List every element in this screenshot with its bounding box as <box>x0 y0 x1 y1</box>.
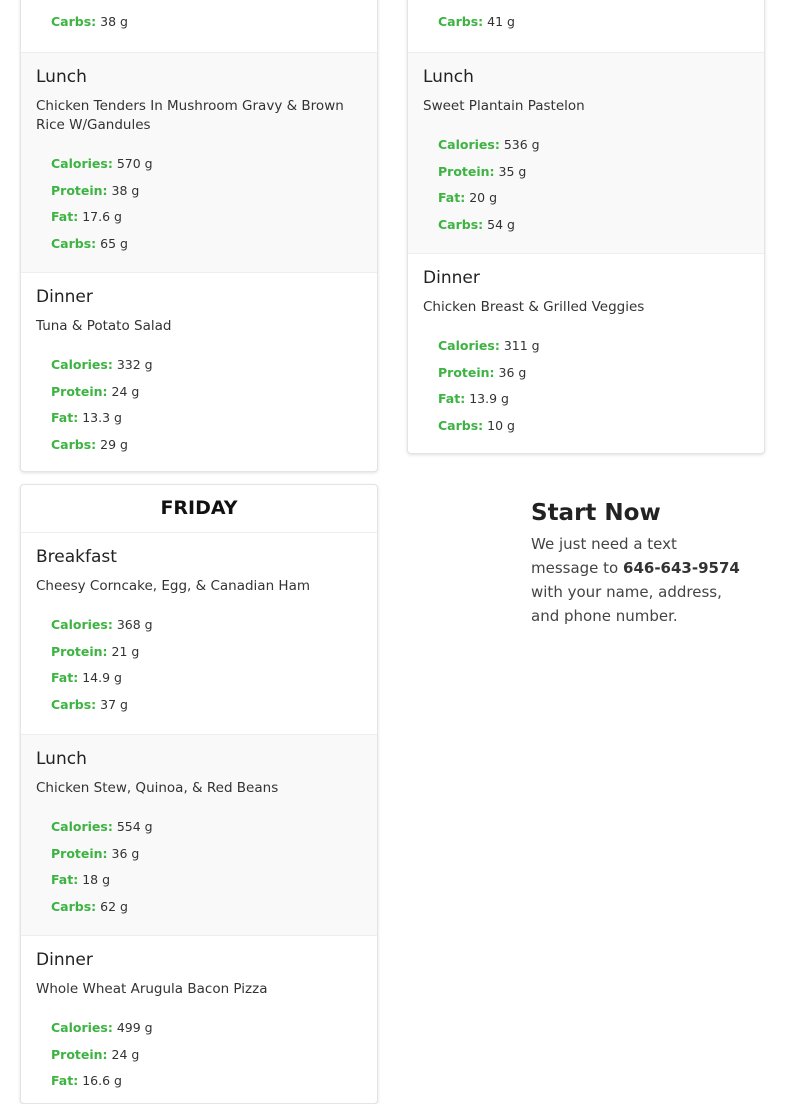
nutrient-label: Carbs: <box>51 236 97 252</box>
meal-dinner <box>21 273 377 472</box>
nutrient-label: Protein: <box>51 383 108 399</box>
meal-title: Dinner <box>423 268 480 288</box>
nutrient-row-protein <box>438 360 749 387</box>
nutrient-label: Protein: <box>51 643 108 659</box>
nutrient-value: 54 g <box>487 217 515 233</box>
nutrient-value: 29 g <box>100 437 128 453</box>
nutrient-value: 536 g <box>503 137 540 152</box>
nutrient-row-calories <box>51 814 362 841</box>
nutrient-value: 570 g <box>116 156 153 171</box>
nutrient-value: 65 g <box>100 236 128 252</box>
nutrient-label: Fat: <box>51 410 79 426</box>
meal-lunch <box>21 734 377 936</box>
nutrient-label: Carbs: <box>51 899 97 915</box>
nutrient-row-carbs <box>438 212 749 239</box>
meal-description: Chicken Stew, Quinoa, & Red Beans <box>36 780 279 796</box>
nutrient-row-calories <box>51 352 362 379</box>
nutrient-row-carbs <box>438 9 749 36</box>
nutrient-value: 35 g <box>498 163 527 179</box>
nutrient-row-protein <box>51 639 362 666</box>
nutrient-row-fat <box>51 405 362 432</box>
meal-dinner <box>21 936 377 1104</box>
meal-title: Lunch <box>423 67 474 87</box>
start-now-title: Start Now <box>531 500 661 526</box>
nutrient-row-protein <box>51 379 362 406</box>
nutrient-label: Protein: <box>438 163 495 179</box>
nutrient-row-protein <box>51 841 362 868</box>
nutrient-value: 36 g <box>498 364 527 380</box>
nutrient-value: 368 g <box>116 617 153 632</box>
nutrient-label: Protein: <box>438 364 495 380</box>
meal-description: Chicken Tenders In Mushroom Gravy & Brown Rice W/Gandules <box>36 98 344 133</box>
nutrient-value: 554 g <box>116 819 153 834</box>
nutrient-value: 62 g <box>100 899 128 915</box>
nutrient-value: 10 g <box>487 418 515 434</box>
day-header: FRIDAY <box>21 485 377 533</box>
nutrient-row-calories <box>438 333 749 360</box>
day-card-friday <box>20 484 378 1104</box>
meal-dinner <box>408 254 764 454</box>
meal-title: Dinner <box>36 287 93 307</box>
nutrient-value: 36 g <box>111 845 140 861</box>
nutrient-value: 38 g <box>111 182 140 198</box>
nutrient-label: Fat: <box>51 1073 79 1089</box>
nutrient-label: Calories: <box>51 357 113 372</box>
nutrient-row-carbs <box>51 231 362 258</box>
meal-description: Whole Wheat Arugula Bacon Pizza <box>36 981 268 997</box>
nutrient-row-fat <box>51 204 362 231</box>
nutrient-value: 499 g <box>116 1020 153 1035</box>
nutrient-value: 20 g <box>469 190 498 206</box>
nutrient-label: Calories: <box>438 338 500 353</box>
phone-number[interactable]: 646-643-9574 <box>623 559 740 577</box>
nutrient-label: Carbs: <box>51 437 97 453</box>
nutrient-value: 24 g <box>111 1046 140 1062</box>
nutrient-value: 24 g <box>111 383 140 399</box>
nutrient-row-fat <box>51 867 362 894</box>
nutrient-value: 21 g <box>111 643 140 659</box>
meal-description: Chicken Breast & Grilled Veggies <box>423 299 645 315</box>
nutrient-value: 332 g <box>116 357 153 372</box>
start-now-section <box>531 500 741 628</box>
day-card-right-top <box>407 0 765 454</box>
nutrient-row-carbs <box>51 894 362 921</box>
nutrient-value: 311 g <box>503 338 540 353</box>
nutrient-row-carbs <box>51 692 362 719</box>
meal-partial <box>408 0 764 52</box>
nutrient-label: Calories: <box>51 1020 113 1035</box>
nutrient-value: 18 g <box>82 872 111 888</box>
meal-title: Lunch <box>36 67 87 87</box>
meal-title: Lunch <box>36 749 87 769</box>
nutrient-row-fat <box>438 185 749 212</box>
nutrient-row-protein <box>438 159 749 186</box>
nutrient-label: Protein: <box>51 845 108 861</box>
nutrient-value: 14.9 g <box>82 670 122 686</box>
nutrient-row-protein <box>51 1042 362 1069</box>
nutrient-label: Calories: <box>51 156 113 171</box>
nutrient-label: Fat: <box>51 872 79 888</box>
meal-partial <box>21 0 377 52</box>
nutrient-label: Carbs: <box>51 697 97 713</box>
nutrient-label: Fat: <box>51 670 79 686</box>
nutrient-value: 41 g <box>487 14 515 29</box>
nutrient-value: 37 g <box>100 697 128 713</box>
nutrient-label: Protein: <box>51 1046 108 1062</box>
nutrient-value: 16.6 g <box>82 1073 122 1089</box>
nutrient-row-fat <box>51 665 362 692</box>
nutrient-label: Fat: <box>51 209 79 225</box>
meal-description: Cheesy Corncake, Egg, & Canadian Ham <box>36 578 310 594</box>
nutrient-row-calories <box>438 132 749 159</box>
meal-breakfast <box>21 533 377 734</box>
nutrient-row-calories <box>51 151 362 178</box>
nutrient-label: Carbs: <box>438 418 484 434</box>
nutrient-label: Carbs: <box>438 14 484 29</box>
nutrient-row-protein <box>51 178 362 205</box>
day-card-left-top <box>20 0 378 472</box>
nutrient-row-carbs <box>438 413 749 440</box>
nutrient-row-carbs <box>51 432 362 459</box>
meal-description: Tuna & Potato Salad <box>36 318 172 334</box>
meal-title: Dinner <box>36 950 93 970</box>
nutrient-label: Calories: <box>51 819 113 834</box>
nutrient-row-carbs <box>51 9 362 36</box>
nutrient-label: Fat: <box>438 391 466 407</box>
meal-description: Sweet Plantain Pastelon <box>423 98 585 114</box>
nutrient-label: Calories: <box>51 617 113 632</box>
nutrient-value: 13.3 g <box>82 410 122 426</box>
nutrient-label: Calories: <box>438 137 500 152</box>
nutrient-value: 38 g <box>100 14 128 29</box>
nutrient-label: Fat: <box>438 190 466 206</box>
nutrient-label: Carbs: <box>51 14 97 29</box>
meal-lunch <box>408 52 764 254</box>
nutrient-row-calories <box>51 1015 362 1042</box>
meal-lunch <box>21 52 377 273</box>
meal-title: Breakfast <box>36 547 117 567</box>
nutrient-row-calories <box>51 612 362 639</box>
nutrient-value: 13.9 g <box>469 391 509 407</box>
nutrient-label: Protein: <box>51 182 108 198</box>
start-now-text: We just need a text message to 646-643-9574 with your name, address, and phone number. <box>531 535 740 625</box>
nutrient-label: Carbs: <box>438 217 484 233</box>
nutrient-row-fat <box>438 386 749 413</box>
nutrient-value: 17.6 g <box>82 209 122 225</box>
